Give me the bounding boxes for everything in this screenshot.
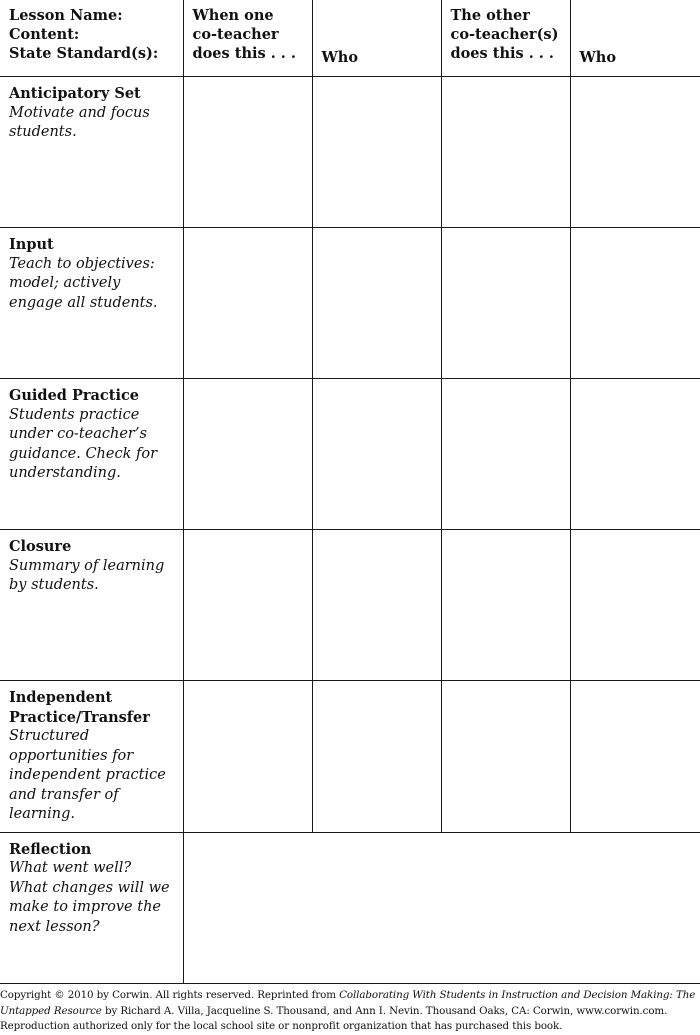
header-other-coteachers: The other co-teacher(s) does this . . . [441,0,570,77]
entry-cell[interactable] [183,681,312,833]
header-lesson-info [0,0,183,77]
entry-cell[interactable] [570,379,700,530]
entry-cell[interactable] [441,77,570,228]
entry-cell[interactable] [441,379,570,530]
entry-cell[interactable] [312,228,441,379]
reflection-entry-cell[interactable] [183,832,700,983]
row-closure [0,530,700,681]
header-who-2: Who [570,0,700,77]
row-reflection [0,832,700,983]
entry-cell[interactable] [441,530,570,681]
copyright-footer: Copyright © 2010 by Corwin. All rights reserved. Reprinted from Collaborating With Students in Instruction and Decision Making: The Untapped Resource by Richard A. Villa, Jacqueline S. Thousand, and Ann I. Nevin. Thousand Oaks, CA: Corwin, www.corwin.com. Reproduction authorized only for the local school site or nonprofit organization that has purchased this book. [0,989,696,1032]
header-who-1: Who [312,0,441,77]
row-label: Input Teach to objectives: model; actively engage all students. [0,228,183,379]
state-standards-label: State Standard(s): [9,45,159,62]
entry-cell[interactable] [570,681,700,833]
entry-cell[interactable] [312,681,441,833]
entry-cell[interactable] [183,530,312,681]
entry-cell[interactable] [441,681,570,833]
entry-cell[interactable] [183,77,312,228]
entry-cell[interactable] [312,379,441,530]
row-label: Guided Practice Students practice under co-teacher’s guidance. Check for understanding. [0,379,183,530]
entry-cell[interactable] [312,77,441,228]
entry-cell[interactable] [312,530,441,681]
lesson-name-label: Lesson Name: [9,7,123,24]
entry-cell[interactable] [441,228,570,379]
row-anticipatory-set [0,77,700,228]
row-label: Anticipatory Set Motivate and focus students. [0,77,183,228]
entry-cell[interactable] [183,379,312,530]
row-guided-practice [0,379,700,530]
row-input [0,228,700,379]
row-label: Reflection What went well? What changes will we make to improve the next lesson? [0,832,183,983]
entry-cell[interactable] [183,228,312,379]
row-label: Closure Summary of learning by students. [0,530,183,681]
entry-cell[interactable] [570,228,700,379]
entry-cell[interactable] [570,530,700,681]
header-row [0,0,700,77]
row-independent-practice [0,681,700,833]
header-one-coteacher: When one co-teacher does this . . . [183,0,312,77]
row-label: Independent Practice/Transfer Structured opportunities for independent practice and transfer of learning. [0,681,183,833]
entry-cell[interactable] [570,77,700,228]
content-label: Content: [9,26,80,43]
